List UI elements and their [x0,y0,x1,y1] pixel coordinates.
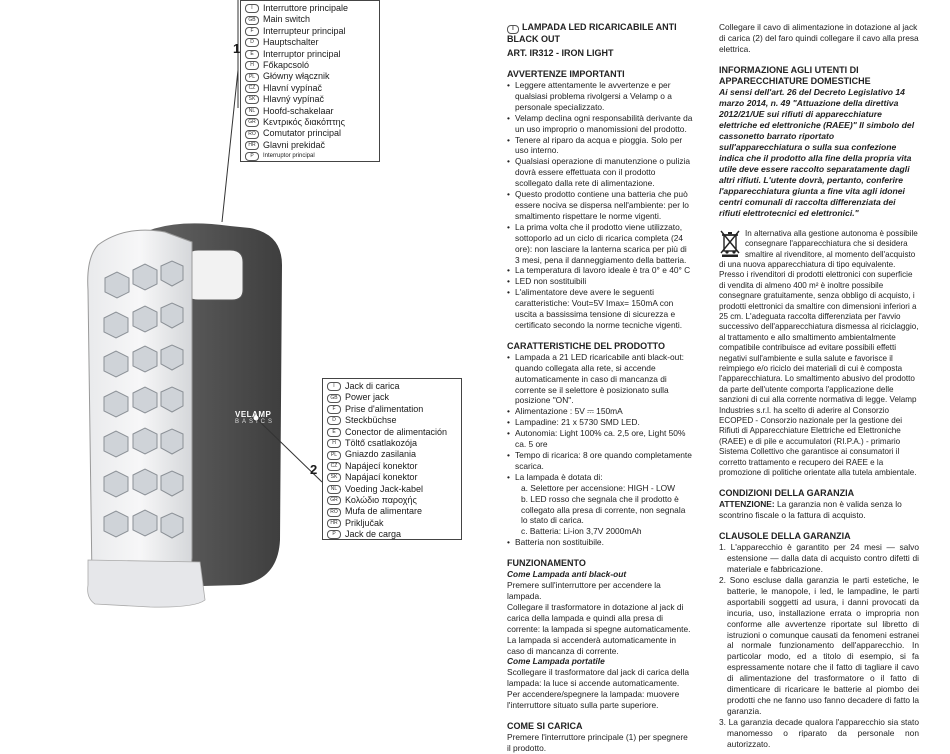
language-code-badge: SK [327,473,341,482]
language-code-badge: I [327,382,341,391]
column-warranty [719,22,919,750]
callout-item-label: Κεντρικός διακόπτης [263,117,346,128]
warning-item: • Qualsiasi operazione di manutenzione o pulizia dovrà essere effettuata con il prodotto scollegato dalla rete di alimentazione. [515,156,693,189]
callout-item-label: Mufa de alimentare [345,506,423,517]
callout-item-label: Interruptor principal [263,48,341,59]
callout-item-label: Voeding Jack-kabel [345,483,424,494]
warranty-attention-label: ATTENZIONE: [719,499,775,510]
warning-item: • L'alimentatore deve avere le seguenti caratteristiche: Vout=5V Imax= 150mA con uscita a bassissima tensione di sicurezza e certificato secondo la norme tecniche vigenti. [515,287,693,331]
lamp-handle [186,250,243,300]
callout-item-label: Power jack [345,392,390,403]
callout-item [327,404,457,415]
language-code-badge: GB [327,394,341,403]
callout-item-label: Gniazdo zasilania [345,449,417,460]
product-title: I LAMPADA LED RICARICABILE ANTI BLACK OUT [507,22,677,44]
callout-item-label: Główny włącznik [263,71,330,82]
features-list [507,352,693,483]
warning-item: • Leggere attentamente le avvertenze e per qualsiasi problema rivolgersi a Velamp o a personale specializzato. [515,80,693,113]
warranty-clause: 1. L'apparecchio è garantito per 24 mesi — salvo estensione — dalla data di acquisto contro difetti di materiale e fabbricazione. [719,542,919,575]
language-code-badge: NL [245,107,259,116]
warning-item: • La temperatura di lavoro ideale è tra 0° e 40° C [515,265,693,276]
callout-item-label: Interrupteur principal [263,25,346,36]
callout-item-label: Prise d'alimentation [345,403,424,414]
callout-box-main-switch [240,0,380,162]
callout-item-label: Napájací konektor [345,472,418,483]
product-art: ART. IR312 - IRON LIGHT [507,48,614,58]
language-code-badge: HR [327,519,341,528]
callout-item-label: Hauptschalter [263,37,319,48]
feature-item: • Lampadine: 21 x 5730 SMD LED. [515,417,693,428]
warranty-conditions-text: ATTENZIONE: La garanzia non è valida senza lo scontrino fiscale o la fattura di acquisto. [719,499,902,521]
operation-p1: Premere sull'interruttore per accendere la lampada. [507,580,661,601]
feature-item: • La lampada è dotata di: [515,472,693,483]
language-code-badge: GB [245,16,259,25]
feature-item: • Autonomia: Light 100% ca. 2,5 ore, Light 50% ca. 5 ore [515,428,693,450]
language-code-badge: PL [245,73,259,82]
language-code-badge: RO [245,130,259,139]
callout-item [327,392,457,403]
callout-item [245,117,375,128]
operation-sub-portable: Come Lampada portatile [507,656,605,667]
feature-item: • Alimentazione : 5V ⎓ 150mA [515,406,693,417]
callout-item-label: Comutator principal [263,128,342,139]
callout-item-label: Interruptor principal [263,153,315,160]
callout-item [245,14,375,25]
callout-item [245,71,375,82]
feature-sub-a: a. Selettore per accensione: HIGH - LOW [521,482,676,493]
callout-item [245,151,375,162]
language-code-badge: F [245,27,259,36]
callout-box-power-jack [322,378,462,540]
charging-continued: Collegare il cavo di alimentazione in dotazione al jack di carica (2) del faro quindi collegare il cavo alla presa elettrica. [719,22,919,54]
charging-heading: COME SI CARICA [507,720,583,731]
warning-item: • Tenere al riparo da acqua e pioggia. Solo per uso interno. [515,135,693,157]
callout-item-label: Interruttore principale [263,3,349,13]
warnings-list [507,80,693,331]
callout-item [327,518,457,529]
callout-item [245,106,375,117]
callout-item [327,415,457,426]
crossed-bin-icon [719,229,741,257]
callout-item-label: Főkapcsoló [263,60,310,71]
warning-item: • Questo prodotto contiene una batteria che può essere nociva se dispersa nell'ambiente: per lo smaltimento rispettare le norme vigenti. [515,189,693,222]
callout-item [327,495,457,506]
language-code-badge: HR [245,141,259,150]
language-code-badge: GR [327,496,341,505]
callout-item-label: Steckbüchse [345,415,397,426]
language-code-badge: I [245,4,259,13]
language-code-badge: P [327,530,341,539]
language-code-badge: E [245,50,259,59]
callout-item [245,94,375,105]
language-code-badge: PL [327,451,341,460]
feature-item: • Lampada a 21 LED ricaricabile anti black-out: quando collegata alla rete, si accende automaticamente in caso di mancanza di corrente se il selettore è posizionato sulla posizione "ON". [515,352,693,407]
feature-item: • Tempo di ricarica: 8 ore quando completamente scarica. [515,450,693,472]
callout-item [327,427,457,438]
callout-item [327,529,457,540]
operation-heading: FUNZIONAMENTO [507,558,586,569]
callout-number-2: 2 [310,462,318,477]
warnings-heading: AVVERTENZE IMPORTANTI [507,69,625,79]
callout-item [327,506,457,517]
callout-item-label: Napájecí konektor [345,460,418,471]
callout-item [327,484,457,495]
warning-item: • LED non sostituibili [515,276,693,287]
feature-sub-c: c. Batteria: Li-ion 3,7V 2000mAh [521,526,642,537]
language-code-badge: D [245,38,259,47]
warranty-clauses-heading: CLAUSOLE DELLA GARANZIA [719,531,851,542]
operation-sub-blackout: Come Lampada anti black-out [507,569,627,580]
callout-item [327,381,457,392]
callout-item-label: Conector de alimentación [345,426,448,437]
language-code-badge: F [327,405,341,414]
callout-item [245,83,375,94]
language-code-badge: H [327,439,341,448]
warning-item: • Velamp declina ogni responsabilità derivante da un uso improprio o manomissioni del prodotto. [515,113,693,135]
callout-item-label: Priključak [345,517,384,528]
callout-item-label: Hlavný vypínač [263,94,325,105]
callout-item [245,60,375,71]
callout-item-label: Jack de carga [345,529,402,540]
weee-text: In alternativa alla gestione autonoma è possibile consegnare l'apparecchiatura che si desidera smaltire al rivenditore, al momento dell'acquisto di una nuova apparecchiatura di tipo equivalente. Presso i rivenditori di prodotti elettronici con superficie di vendita di almeno 400 m² è inoltre possibile consegnare gratuitamente, senza obbligo di acquisto, i prodotti elettronici da smaltire con dimensioni inferiori a 25 cm. L'adeguata raccolta differenziata per l'avvio successivo dell'apparecchiatura dismessa al riciclaggio, al trattamento e allo smaltimento ambientalmente compatibile contribuisce ad evitare possibili effetti negativi sull'ambiente e sulla salute e favorisce il reimpiego e/o riciclo dei materiali di cui è composta l'apparecchiatura. Lo smaltimento abusivo del prodotto da parte dell'utente comporta l'applicazione delle sanzioni di cui alla corrente normativa di legge. Velamp Industries s.r.l. ha scelto di aderire al Consorzio ECOPED - Consorzio nazionale per la gestione dei Rifiuti di Apparecchiature Elettriche ed Elettroniche (RAEE) e di pile e accumulatori (RI.P.A.) - primario Sistema Collettivo che garantisce ai consumatori il corretto trattamento e recupero dei RAEE e la promozione di politiche orientate alla tutela ambientale. [719,228,919,478]
feature-sub-b: b. LED rosso che segnala che il prodotto è collegato alla presa di corrente, non segnala lo stato di carica. [521,493,686,526]
operation-p2: Collegare il trasformatore in dotazione al jack di carica della lampada e quindi alla presa di corrente: la lampada si spegne automaticamente. La lampada si accenderà automaticamente in caso di mancanza di corrente. [507,601,691,656]
language-code-badge: RO [327,508,341,517]
warranty-clause: 2. Sono escluse dalla garanzia le parti estetiche, le batterie, le manopole, i led, le lampadine, le parti asportabili soggetti ad usura, i danni provocati da incuria, uso, installazione errata o impropria non conforme alle avvertenze riportate sul libretto di istruzioni o comunque causati da fenomeni estranei al normale funzionamento dell'apparecchio. In particolar modo, ed a titolo di esempio, si fa espressamente notare che il fatto di tagliare il cavo di alimentazione del trasformatore o il fatto di dimenticare di ricaricare le batterie al piombo dei prodotti che ne fanno uso fanno decadere di fatto la garanzia. [719,575,919,716]
warranty-conditions-heading: CONDIZIONI DELLA GARANZIA [719,488,855,499]
language-code-badge: D [327,416,341,425]
operation-p4: Per accendere/spegnere la lampada: muovere l'interruttore situato sulla parte superiore. [507,689,680,711]
callout-item-label: Main switch [263,14,311,25]
callout-item [245,128,375,139]
features-heading: CARATTERISTICHE DEL PRODOTTO [507,340,666,351]
callout-item [327,449,457,460]
charging-text: Premere l'interruttore principale (1) per spegnere il prodotto. [507,731,688,753]
language-code-badge: CZ [327,462,341,471]
callout-item-label: Jack di carica [345,381,400,391]
brand-logo: VELAMP [235,410,272,419]
weee-legal-text: Ai sensi dell'art. 26 del Decreto Legislativo 14 marzo 2014, n. 49 "Attuazione della direttiva 2012/21/UE sui rifiuti di apparecchiature elettriche ed elettroniche (RAEE)" Il simbolo del cassonetto barrato riportato sull'apparecchiatura o sulla sua confezione indica che il prodotto alla fine della propria vita utile deve essere raccolto separatamente dagli altri rifiuti. L'utente dovrà, pertanto, conferire l'apparecchiatura giunta a fine vita agli idonei centri comunali di raccolta differenziata dei rifiuti elettrotecnici ed elettronici." [719,86,915,218]
operation-p3: Scollegare il trasformatore dal jack di carica della lampada: la luce si accende automaticamente. [507,667,690,689]
callout-item-label: Hlavní vypínač [263,82,323,93]
language-code-badge: CZ [245,84,259,93]
callout-item [245,26,375,37]
callout-number-1: 1 [233,41,241,56]
weee-heading: INFORMAZIONE AGLI UTENTI DI APPARECCHIATURE DOMESTICHE [719,64,871,86]
brand-sub: BASICS [235,419,276,425]
callout-item [327,438,457,449]
language-code-badge: H [245,61,259,70]
language-code-badge: GR [245,118,259,127]
callout-item-label: Hoofd-schakelaar [263,105,334,116]
feature-last: • Batteria non sostituibile. [515,537,693,548]
callout-item [327,472,457,483]
callout-item [245,140,375,151]
callout-item-label: Κολώδιο παροχής [345,495,417,506]
language-code-badge: P [245,152,259,161]
warning-item: • La prima volta che il prodotto viene utilizzato, sottoporlo ad un ciclo di ricarica completa (24 ore): non lasciare la lanterna scarica per più di 3 mesi, pena il danneggiamento della batteria. [515,222,693,266]
column-instructions [507,22,693,754]
lang-badge: I [507,25,519,34]
warranty-clauses-list [719,542,919,749]
device-brand [235,410,275,425]
callout-item [245,37,375,48]
language-code-badge: NL [327,485,341,494]
callout-item-label: Glavni prekidač [263,139,326,150]
callout-item [245,3,375,14]
callout-item [245,49,375,60]
language-code-badge: E [327,428,341,437]
callout-item [327,461,457,472]
warranty-clause: 3. La garanzia decade qualora l'apparecchio sia stato manomesso o riparato da personale non autorizzato. [719,716,919,749]
callout-item-label: Töltő csatlakozója [345,438,418,449]
language-code-badge: SK [245,95,259,104]
